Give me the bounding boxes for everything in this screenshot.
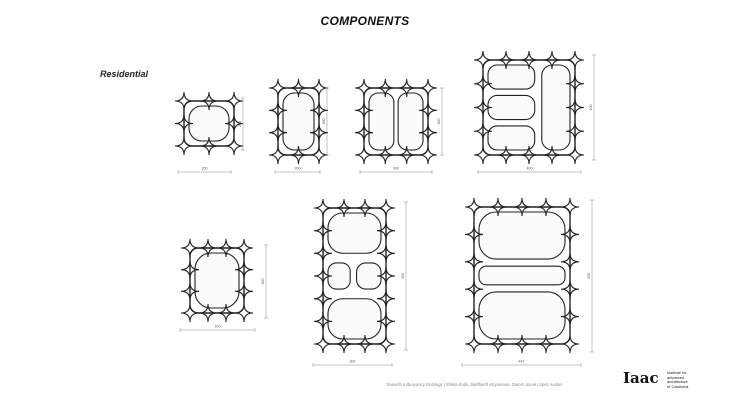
component-cell xyxy=(189,106,229,141)
width-dimension-label: 200 xyxy=(201,166,208,171)
logo-line: advanced xyxy=(667,374,685,380)
credit-text: Towards a Buoyancy Ontology | Shikla Kullu, Siddharth Kriyamane, Damin Josué López Avalos xyxy=(386,382,563,387)
component-cell xyxy=(283,93,314,150)
component-c6 xyxy=(313,199,408,367)
width-dimension-label: 200 xyxy=(294,166,301,171)
component-c3 xyxy=(355,79,444,174)
component-cell xyxy=(479,292,565,339)
height-dimension-label: 200 xyxy=(238,121,242,127)
logo-line: architecture xyxy=(667,379,688,385)
component-cell xyxy=(328,299,381,339)
height-dimension-label: 300 xyxy=(322,118,326,125)
component-cell xyxy=(479,266,565,285)
logo-line: of Catalonia xyxy=(667,383,689,389)
component-c7 xyxy=(462,198,594,367)
height-dimension-label: 300 xyxy=(261,278,265,285)
iaac-logo-text xyxy=(667,371,707,389)
component-cell xyxy=(398,93,423,150)
component-cell xyxy=(488,65,535,89)
height-dimension-label: 400 xyxy=(401,273,405,279)
component-c1 xyxy=(175,92,245,174)
height-dimension-label: 300 xyxy=(437,118,441,125)
width-dimension-label: 300 xyxy=(393,166,399,171)
component-cell xyxy=(328,213,381,253)
height-dimension-label: 300 xyxy=(587,273,591,279)
component-c5 xyxy=(180,239,268,332)
component-cell xyxy=(488,95,535,119)
iaac-logo: Iaac xyxy=(623,369,659,387)
width-dimension-label: 300 xyxy=(349,359,356,364)
component-cell xyxy=(369,93,394,150)
logo-line: Institute for xyxy=(667,370,687,375)
height-dimension-label: 400 xyxy=(589,104,593,111)
component-cell xyxy=(542,65,570,150)
width-dimension-label: 447 xyxy=(518,359,525,364)
width-dimension-label: 200 xyxy=(214,324,221,329)
section-label-residential: Residential xyxy=(100,69,149,79)
component-cell xyxy=(488,126,535,150)
width-dimension-label: 400 xyxy=(526,166,533,171)
component-cell xyxy=(195,253,239,308)
component-c2 xyxy=(269,79,329,174)
component-c4 xyxy=(474,51,596,174)
component-cell xyxy=(479,212,565,259)
page-title: COMPONENTS xyxy=(320,14,410,28)
